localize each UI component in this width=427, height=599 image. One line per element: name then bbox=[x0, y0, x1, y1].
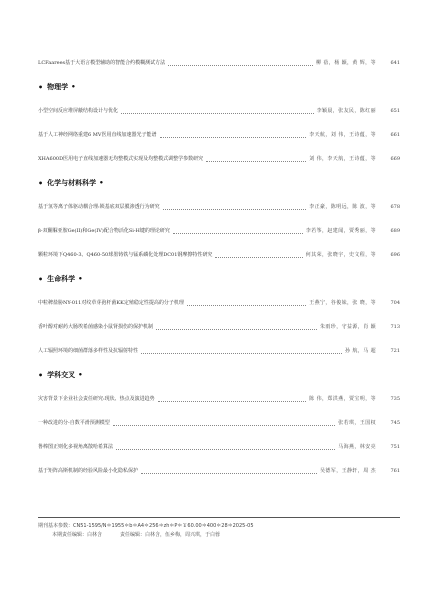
bullet-icon: • bbox=[38, 179, 44, 188]
dot-leader bbox=[113, 425, 335, 426]
page-number: 745 bbox=[390, 420, 400, 426]
bullet-icon: • bbox=[78, 275, 83, 283]
dot-leader bbox=[141, 473, 317, 474]
article-authors: 孙 航，马 超 bbox=[345, 348, 376, 354]
dot-leader bbox=[121, 113, 314, 114]
toc-entry[interactable] bbox=[38, 152, 400, 166]
page-number: 669 bbox=[390, 156, 400, 162]
toc-entry[interactable] bbox=[38, 464, 400, 478]
page-number: 678 bbox=[390, 204, 400, 210]
dot-leader bbox=[160, 137, 306, 138]
article-title: 一种改进的分-自数平滑预测模型 bbox=[38, 420, 110, 426]
article-authors: 王燕宁，谷俊妹，张 晓，等 bbox=[309, 300, 376, 306]
article-authors: 刘 伟，李天航，王诗蕴，等 bbox=[309, 156, 376, 162]
article-title: 小型空间反应堆屏蔽结构设计与优化 bbox=[38, 108, 119, 114]
article-title: 基于矩阵高斯机制的经验风险最小化隐私保护 bbox=[38, 468, 139, 474]
dot-leader bbox=[168, 65, 313, 66]
section-heading bbox=[38, 272, 400, 286]
article-authors: 柳 蓓，杨 颖，黄 辉，等 bbox=[316, 60, 376, 66]
editors-list: 责任编辑：白林含，伍乡梅，周兴琪，于白蓉 bbox=[120, 532, 221, 538]
section-heading bbox=[38, 80, 400, 94]
page-number: 761 bbox=[390, 468, 400, 474]
toc-entry[interactable] bbox=[38, 128, 400, 142]
toc-entry[interactable] bbox=[38, 200, 400, 214]
article-authors: 陈 伟，郑洪燕，贾宝明，等 bbox=[309, 396, 376, 402]
article-title: 鲁棒图正则化多视角离散哈希算法 bbox=[38, 444, 114, 450]
toc-entry[interactable] bbox=[38, 248, 400, 262]
toc-entry[interactable] bbox=[38, 440, 400, 454]
article-title: 基于人工神经网络重建6 MV医用直线加速器光子能谱 bbox=[38, 132, 157, 138]
dot-leader bbox=[158, 401, 306, 402]
journal-parameters: 期刊基本参数：CN51-1595/N＊1955＊b＊A4＊256＊zh＊P＊￥60.00＊400＊28＊2025-05 bbox=[38, 523, 254, 529]
article-authors: 李若筝，赵建闻，贾秀丽，等 bbox=[305, 228, 376, 234]
article-authors: 张若琪，王国权 bbox=[338, 420, 376, 426]
section-heading bbox=[38, 368, 400, 382]
section-label: 物理学 bbox=[47, 83, 69, 91]
page-number: 696 bbox=[390, 252, 400, 258]
dot-leader bbox=[187, 305, 306, 306]
dot-leader bbox=[215, 257, 303, 258]
article-authors: 马海燕，林安亮 bbox=[338, 444, 376, 450]
toc-entry[interactable] bbox=[38, 344, 400, 358]
article-title: 香叶醇对耐药大肠埃希菌感染小鼠肾损伤的保护机制 bbox=[38, 324, 154, 330]
responsible-editor: 本期责任编辑：白林含 bbox=[52, 532, 103, 538]
bullet-icon: • bbox=[78, 371, 83, 379]
page-number: 751 bbox=[390, 444, 400, 450]
dot-leader bbox=[141, 353, 342, 354]
article-authors: 李天航，刘 伟，王诗蕴，等 bbox=[309, 132, 376, 138]
page-number: 661 bbox=[390, 132, 400, 138]
article-authors: 李正豪，陈明远，陈 波，等 bbox=[309, 204, 376, 210]
article-title: XHA600D医用电子直线加速器无均整模式实现及均整模式调整学参数研究 bbox=[38, 156, 204, 162]
article-authors: 吴德军，王静轩，周 杰 bbox=[320, 468, 376, 474]
article-authors: 何其荣，张晓宇，史文程，等 bbox=[305, 252, 376, 258]
dot-leader bbox=[173, 233, 303, 234]
bullet-icon: • bbox=[38, 371, 44, 380]
dot-leader bbox=[206, 161, 306, 162]
toc-entry[interactable] bbox=[38, 224, 400, 238]
toc-entry[interactable] bbox=[38, 104, 400, 118]
dot-leader bbox=[163, 209, 306, 210]
journal-footer bbox=[38, 517, 400, 540]
article-title: β-双酮脲亚胺Ge(II)和Ge(IV)配合物活化Si-H键的理论研究 bbox=[38, 228, 170, 234]
toc-entry[interactable] bbox=[38, 56, 400, 70]
dot-leader bbox=[116, 449, 335, 450]
toc-entry[interactable] bbox=[38, 416, 400, 430]
page-number: 641 bbox=[390, 60, 400, 66]
article-title: 颗粒环境下Q460-3、Q460-50球墨铸铁与锰系磷化处理DC01钢摩擦特性研究 bbox=[38, 252, 213, 258]
article-title: 中粒稗盐胁NY-011对纹草芽孢杆菌KK定殖稳定性提高的分子机理 bbox=[38, 300, 184, 306]
article-title: 人工辐照环境的细菌群落多样性及抗辐射特性 bbox=[38, 348, 139, 354]
dot-leader bbox=[156, 329, 317, 330]
editors-line bbox=[38, 531, 400, 540]
article-title: LCFaarees基于大语言模型辅助的智能合约模糊测试方法 bbox=[38, 60, 166, 66]
article-title: 灾害背景下企业社会责任研究:现状、热点及演进趋势 bbox=[38, 396, 155, 402]
toc-entry[interactable] bbox=[38, 296, 400, 310]
page-number: 651 bbox=[390, 108, 400, 114]
toc-entry[interactable] bbox=[38, 392, 400, 406]
section-label: 学科交叉 bbox=[47, 371, 76, 379]
article-authors: 李颖晨，张友民，陈红丽 bbox=[316, 108, 376, 114]
page-number: 735 bbox=[390, 396, 400, 402]
table-of-contents bbox=[38, 56, 400, 488]
article-title: 基于氢等离子体驱动耦合理:锁基底双层膜渗透行为研究 bbox=[38, 204, 160, 210]
bullet-icon: • bbox=[38, 83, 44, 92]
section-label: 化学与材料科学 bbox=[47, 179, 97, 187]
bullet-icon: • bbox=[71, 83, 76, 91]
article-authors: 朱雨珍，守益源，肖 颖 bbox=[320, 324, 376, 330]
section-label: 生命科学 bbox=[47, 275, 76, 283]
bullet-icon: • bbox=[38, 275, 44, 284]
page-number: 713 bbox=[390, 324, 400, 330]
page-number: 704 bbox=[390, 300, 400, 306]
bullet-icon: • bbox=[99, 179, 104, 187]
page-number: 721 bbox=[390, 348, 400, 354]
toc-entry[interactable] bbox=[38, 320, 400, 334]
section-heading bbox=[38, 176, 400, 190]
page-number: 689 bbox=[390, 228, 400, 234]
